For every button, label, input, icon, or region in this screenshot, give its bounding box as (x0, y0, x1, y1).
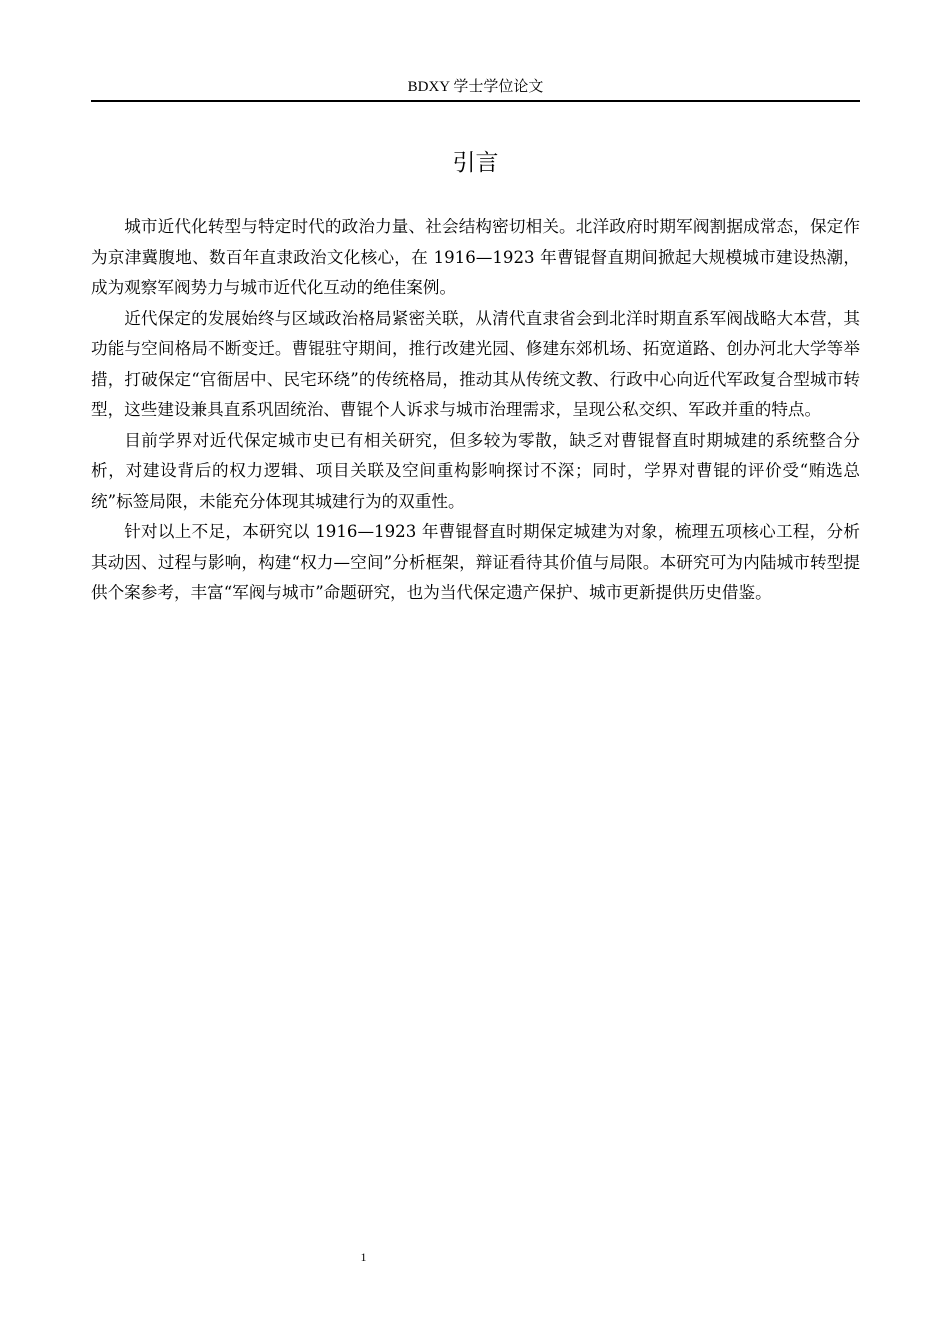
running-header: BDXY 学士学位论文 (407, 79, 544, 95)
page-number: 1 (360, 1250, 367, 1264)
body-text (91, 212, 860, 609)
header-rule (91, 100, 860, 102)
paragraph-1: 城市近代化转型与特定时代的政治力量、社会结构密切相关。北洋政府时期军阀割据成常态，保定作为京津冀腹地、数百年直隶政治文化核心，在 1916—1923 年曹锟督直期间掀起大规模城市建设热潮，成为观察军阀势力与城市近代化互动的绝佳案例。 (91, 217, 860, 297)
section-title: 引言 (452, 150, 499, 176)
paragraph-2: 近代保定的发展始终与区域政治格局紧密关联，从清代直隶省会到北洋时期直系军阀战略大本营，其功能与空间格局不断变迁。曹锟驻守期间，推行改建光园、修建东郊机场、拓宽道路、创办河北大学等举措，打破保定“官衙居中、民宅环绕”的传统格局，推动其从传统文教、行政中心向近代军政复合型城市转型，这些建设兼具直系巩固统治、曹锟个人诉求与城市治理需求，呈现公私交织、军政并重的特点。 (91, 308, 860, 419)
paragraph-3: 目前学界对近代保定城市史已有相关研究，但多较为零散，缺乏对曹锟督直时期城建的系统整合分析，对建设背后的权力逻辑、项目关联及空间重构影响探讨不深；同时，学界对曹锟的评价受“贿选总统”标签局限，未能充分体现其城建行为的双重性。 (91, 430, 860, 511)
paragraph-4: 针对以上不足，本研究以 1916—1923 年曹锟督直时期保定城建为对象，梳理五项核心工程，分析其动因、过程与影响，构建“权力—空间”分析框架，辩证看待其价值与局限。本研究可为内陆城市转型提供个案参考，丰富“军阀与城市”命题研究，也为当代保定遗产保护、城市更新提供历史借鉴。 (91, 522, 860, 602)
